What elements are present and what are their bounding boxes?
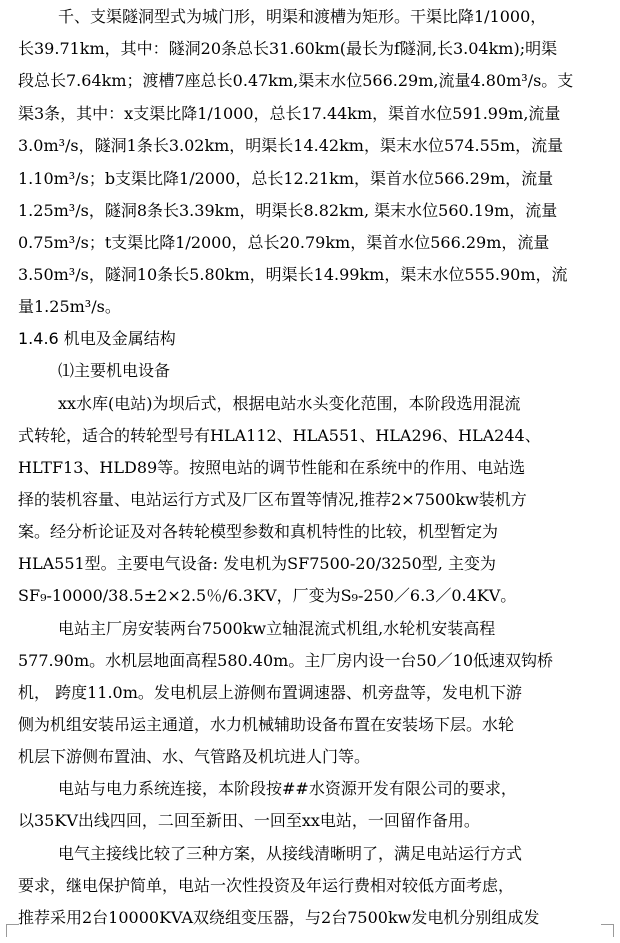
para1-line-8: 0.75m³/s；t支渠比降1/2000，总长20.79km，渠首水位566.29m，流量 — [18, 233, 550, 252]
para1-line-4: 渠3条，其中：x支渠比降1/1000，总长17.44km，渠首水位591.99m,流量 — [18, 104, 561, 123]
para1-line-2: 长39.71km，其中：隧洞20条总长31.60km(最长为f隧洞,长3.04km);明渠 — [18, 39, 558, 58]
para2-line-4: 择的装机容量、电站运行方式及厂区布置等情况,推荐2×7500kw装机方 — [18, 490, 527, 509]
para3-line-2: 577.90m。水机层地面高程580.40m。主厂房内设一台50／10低速双钩桥 — [18, 651, 554, 670]
page-corner-mark-right — [601, 924, 614, 937]
para2-line-7: SF₉-10000/38.5±2×2.5％/6.3KV，厂变为S₉-250／6.3／0.4KV。 — [18, 586, 517, 605]
para3-line-3: 机， 跨度11.0m。发电机层上游侧布置调速器、机旁盘等，发电机下游 — [18, 683, 522, 702]
para3-line-5: 机层下游侧布置油、水、气管路及机坑进人门等。 — [18, 747, 371, 766]
para3-line-1: 电站主厂房安装两台7500kw立轴混流式机组,水轮机安装高程 — [58, 619, 496, 638]
para1-line-5: 3.0m³/s，隧洞1条长3.02km，明渠长14.42km，渠末水位574.55m，流量 — [18, 136, 564, 155]
para2-line-2: 式转轮，适合的转轮型号有HLA112、HLA551、HLA296、HLA244、 — [18, 426, 541, 445]
para1-line-7: 1.25m³/s，隧洞8条长3.39km，明渠长8.82km, 渠末水位560.19m，流量 — [18, 201, 558, 220]
para5-line-2: 要求，继电保护简单，电站一次性投资及年运行费相对较低方面考虑， — [18, 876, 515, 895]
para3-line-4: 侧为机组安装吊运主通道，水力机械辅助设备布置在安装场下层。水轮 — [18, 715, 515, 734]
section-heading: 1.4.6 机电及金属结构 — [18, 329, 176, 348]
subheading: ⑴主要机电设备 — [58, 361, 171, 380]
para1-line-10: 量1.25m³/s。 — [18, 297, 121, 316]
page-corner-mark-left — [6, 924, 19, 937]
para1-line-9: 3.50m³/s，隧洞10条长5.80km，明渠长14.99km，渠末水位555.90m，流 — [18, 265, 568, 284]
para2-line-5: 案。经分析论证及对各转轮模型参数和真机特性的比较，机型暂定为 — [18, 522, 499, 541]
para4-line-2: 以35KV出线四回，二回至新田、一回至xx电站，一回留作备用。 — [18, 811, 480, 830]
para5-line-1: 电气主接线比较了三种方案，从接线清晰明了，满足电站运行方式 — [58, 844, 523, 863]
para1-line-1: 千、支渠隧洞型式为城门形，明渠和渡槽为矩形。干渠比降1/1000， — [58, 7, 547, 26]
para2-line-6: HLA551型。主要电气设备: 发电机为SF7500-20/3250型, 主变为 — [18, 554, 496, 573]
para4-line-1: 电站与电力系统连接，本阶段按##水资源开发有限公司的要求， — [58, 779, 517, 798]
para1-line-6: 1.10m³/s；b支渠比降1/2000，总长12.21km，渠首水位566.29m，流量 — [18, 169, 554, 188]
para1-line-3: 段总长7.64km；渡槽7座总长0.47km,渠末水位566.29m,流量4.80m³/s。支 — [18, 71, 574, 90]
para2-line-1: xx水库(电站)为坝后式，根据电站水头变化范围，本阶段选用混流 — [58, 394, 521, 413]
para5-line-3: 推荐采用2台10000KVA双绕组变压器，与2台7500kw发电机分别组成发 — [18, 908, 540, 927]
para2-line-3: HLTF13、HLD89等。按照电站的调节性能和在系统中的作用、电站选 — [18, 458, 526, 477]
